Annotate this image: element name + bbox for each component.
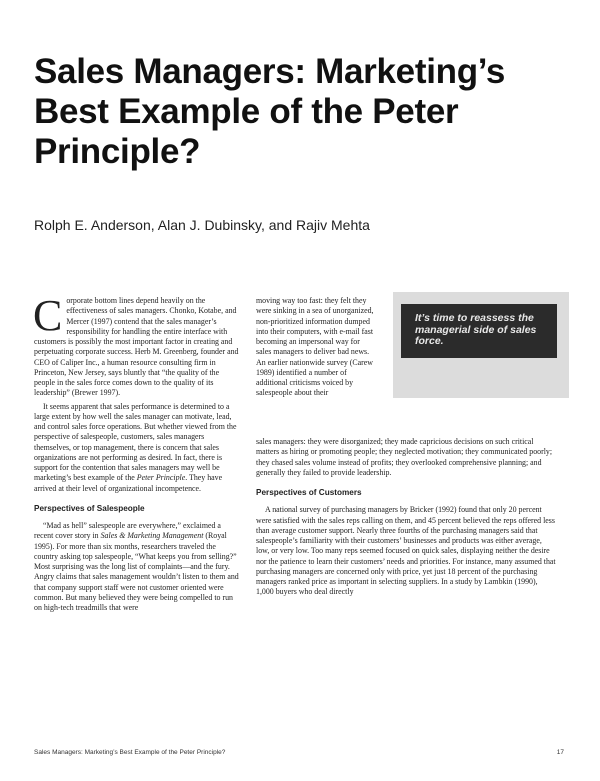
paragraph: It seems apparent that sales performance is determined to a large extent by how well the sales manager can motivate, lead, and control sales force operations. But whether viewed from the perspective of salespeople, customers, sales managers themselves, or top management, there is concern that sales organizations are not performing as desired. In fact, there is support for the contention that sales managers may well be marketing’s best example of the Peter Principle. They have arrived at their level of organizational incompetence. [34, 401, 237, 493]
pull-quote-panel [401, 304, 557, 358]
drop-cap: C [33, 291, 63, 340]
page-number: 17 [556, 749, 564, 756]
text-column-middle [256, 296, 374, 402]
text-column-lower-right [256, 437, 556, 601]
paragraph: Corporate bottom lines depend heavily on the effectiveness of sales managers. Chonko, Kotabe, and Mercer (1997) contend that the sales manager’s responsibility for handling the entire interface with customers is possibly the most important factor in creating and perpetuating corporate success. Herb M. Greenberg, founder and CEO of Caliper Inc., a human resource consulting firm in Princeton, New Jersey, says bluntly that “the quality of the people in the sales force comes down to the quality of its leadership” (Brewer 1997). [33, 291, 239, 398]
running-footer-title: Sales Managers: Marketing’s Best Example of the Peter Principle? [34, 749, 226, 756]
section-heading: Perspectives of Customers [256, 488, 362, 497]
paragraph: moving way too fast: they felt they were sinking in a sea of unorganized, non-prioritized information dumped into their computers, with e-mail fast becoming an impersonal way for sales managers to deliver bad news. An earlier nationwide survey (Carew 1989) identified a number of additional criticisms voiced by salespeople about their [256, 296, 374, 398]
pull-quote-box [393, 292, 569, 398]
section-heading: Perspectives of Salespeople [34, 503, 145, 513]
article-authors: Rolph E. Anderson, Alan J. Dubinsky, and Rajiv Mehta [34, 217, 370, 233]
paragraph: sales managers: they were disorganized; they made capricious decisions on such critical matters as hiring or promoting people; they neglected motivation; they communicated poorly; they chased sales volume instead of profits; they overlooked comprehensive planning; and generally they failed to provide leadership. [256, 437, 553, 477]
paragraph: A national survey of purchasing managers by Bricker (1992) found that only 20 percent were satisfied with the sales reps calling on them, and 45 percent believed the reps offered less than average customer support. Nearly three fourths of the purchasing managers said that salespeople’s familiarity with their customers’ businesses and products was either average, low, or very low. Too many reps seemed focused on quick sales, displaying neither the desire nor the patience to learn their customers’ needs and priorities. For instance, many assumed that purchasing managers are concerned only with price, yet just 18 percent of the purchasing managers ranked price as important in selecting suppliers. In a study by Lambkin (1990), 1,000 buyers who deal directly [256, 505, 556, 597]
paragraph: “Mad as hell” salespeople are everywhere,” exclaimed a recent cover story in Sales & Marketing Management (Royal 1995). For more than six months, researchers traveled the country asking top salespeople, “What keeps you from selling?” Most surprising was the long list of complaints—and the fury. Angry claims that sales management wouldn’t listen to them and that company support staff were not customer oriented were common. But many believed they were being compelled to run on high-tech treadmills that were [34, 521, 239, 612]
article-title: Sales Managers: Marketing’s Best Example of the Peter Principle? [34, 52, 506, 171]
text-column-left [33, 291, 240, 616]
pull-quote-text: It’s time to reassess the managerial side of sales force. [415, 312, 537, 347]
